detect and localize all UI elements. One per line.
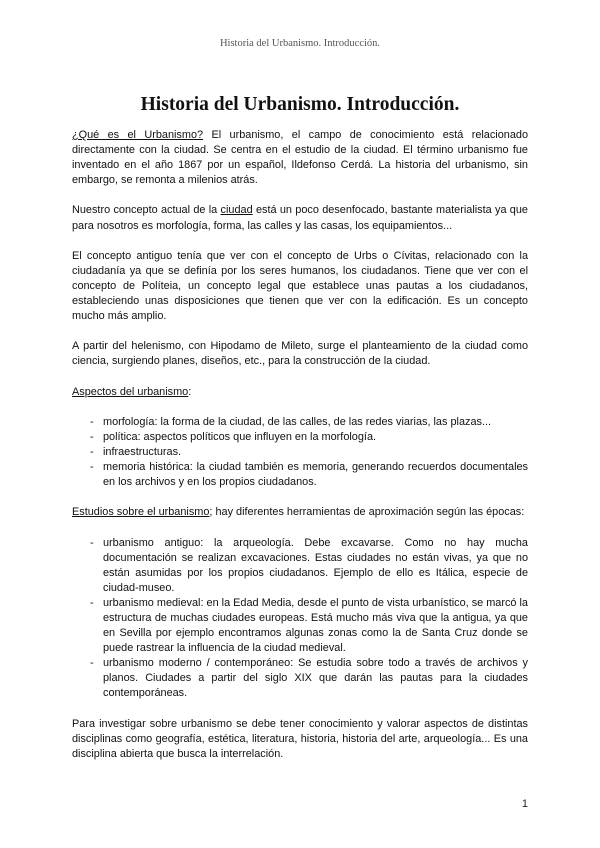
list-item	[72, 430, 528, 445]
dash-bullet: -	[90, 461, 94, 474]
intro-paragraph	[72, 128, 528, 188]
list-item-text: infraestructuras.	[103, 445, 182, 458]
hellenism-paragraph: A partir del helenismo, con Hipodamo de Mileto, surge el planteamiento de la ciudad como ciencia, surgiendo planes, diseños, etc., para la construcción de la ciudad.	[72, 340, 528, 368]
dash-bullet: -	[90, 445, 94, 458]
list-item-text: memoria histórica: la ciudad también es memoria, generando recuerdos documentales en los archivos y en los propios ciudadanos.	[103, 461, 528, 489]
running-header: Historia del Urbanismo. Introducción.	[219, 38, 381, 49]
list-item-text: morfología: la forma de la ciudad, de las calles, de las redes viarias, las plazas...	[103, 415, 492, 428]
intro-text: El urbanismo, el campo de conocimiento está relacionado directamente con la ciudad. Se centra en el estudio de la ciudad. El término urbanismo fue inventado en el año 1867 por un español, Ildefonso Cerdá. La historia del urbanismo, sin embargo, se remonta a milenios atrás.	[72, 129, 528, 187]
list-item-text: política: aspectos políticos que influyen en la morfología.	[103, 430, 377, 443]
intro-lead: ¿Qué es el Urbanismo?	[72, 129, 204, 141]
studies-heading	[72, 505, 528, 520]
closing-paragraph: Para investigar sobre urbanismo se debe tener conocimiento y valorar aspectos de distintas disciplinas como geografía, estética, literatura, historia, historia del arte, arqueología... Es una disciplina abierta que busca la interrelación.	[72, 717, 528, 760]
page-number: 1	[521, 798, 528, 810]
document-body	[72, 128, 528, 777]
list-item	[72, 536, 528, 596]
dash-bullet: -	[90, 536, 94, 549]
dash-bullet: -	[90, 415, 94, 428]
list-item	[72, 656, 528, 701]
list-item-text: urbanismo medieval: en la Edad Media, desde el punto de vista urbanístico, se marcó la estructura de muchas ciudades europeas. Está mucho más viva que la antigua, ya que en Sevilla por ejemplo encontramos algunas zonas como la de Santa Cruz donde se puede rastrear la influencia de la ciudad medieval.	[103, 596, 528, 655]
list-item-text: urbanismo moderno / contemporáneo: Se estudia sobre todo a través de archivos y planos. Ciudades a partir del siglo XIX que darán las pautas para la ciudades contemporáneas.	[103, 657, 528, 700]
aspects-list	[72, 415, 528, 490]
concept-text-before: Nuestro concepto actual de la	[72, 204, 221, 217]
list-item	[72, 445, 528, 460]
aspects-heading	[72, 385, 528, 400]
aspects-heading-suffix: :	[188, 385, 192, 398]
page-title: Historia del Urbanismo. Introducción.	[140, 94, 460, 115]
concept-text-after: está un poco desenfocado, bastante materialista ya que para nosotros es morfología, forma, las calles y las casas, los equipamientos...	[72, 204, 528, 232]
concept-paragraph	[72, 203, 528, 233]
aspects-heading-text: Aspectos del urbanismo	[72, 385, 189, 398]
ancient-concept-paragraph: El concepto antiguo tenía que ver con el concepto de Urbs o Cívitas, relacionado con la ciudadanía ya que se definía por los seres humanos, los ciudadanos. Tiene que ver con el concepto de Políteia, un concepto legal que establece unas pautas a los ciudadanos, estableciendo unas disposiciones que tienen que ver con la edificación. Es un concepto mucho más amplio.	[72, 249, 528, 323]
list-item	[72, 596, 528, 656]
ciudad-link[interactable]: ciudad	[220, 204, 253, 217]
dash-bullet: -	[90, 657, 94, 670]
list-item	[72, 415, 528, 430]
dash-bullet: -	[90, 430, 94, 443]
list-item-text: urbanismo antiguo: la arqueología. Debe excavarse. Como no hay mucha documentación se realizan excavaciones. Estas ciudades no están vivas, ya que no están asumidas por los propios ciudadanos. Ejemplo de ello es Itálica, especie de ciudad-museo.	[103, 536, 528, 594]
studies-heading-text: Estudios sobre el urbanismo	[72, 506, 210, 519]
studies-heading-suffix: ; hay diferentes herramientas de aproximación según las épocas:	[209, 506, 525, 519]
studies-list	[72, 536, 528, 702]
dash-bullet: -	[90, 596, 94, 609]
list-item	[72, 460, 528, 490]
